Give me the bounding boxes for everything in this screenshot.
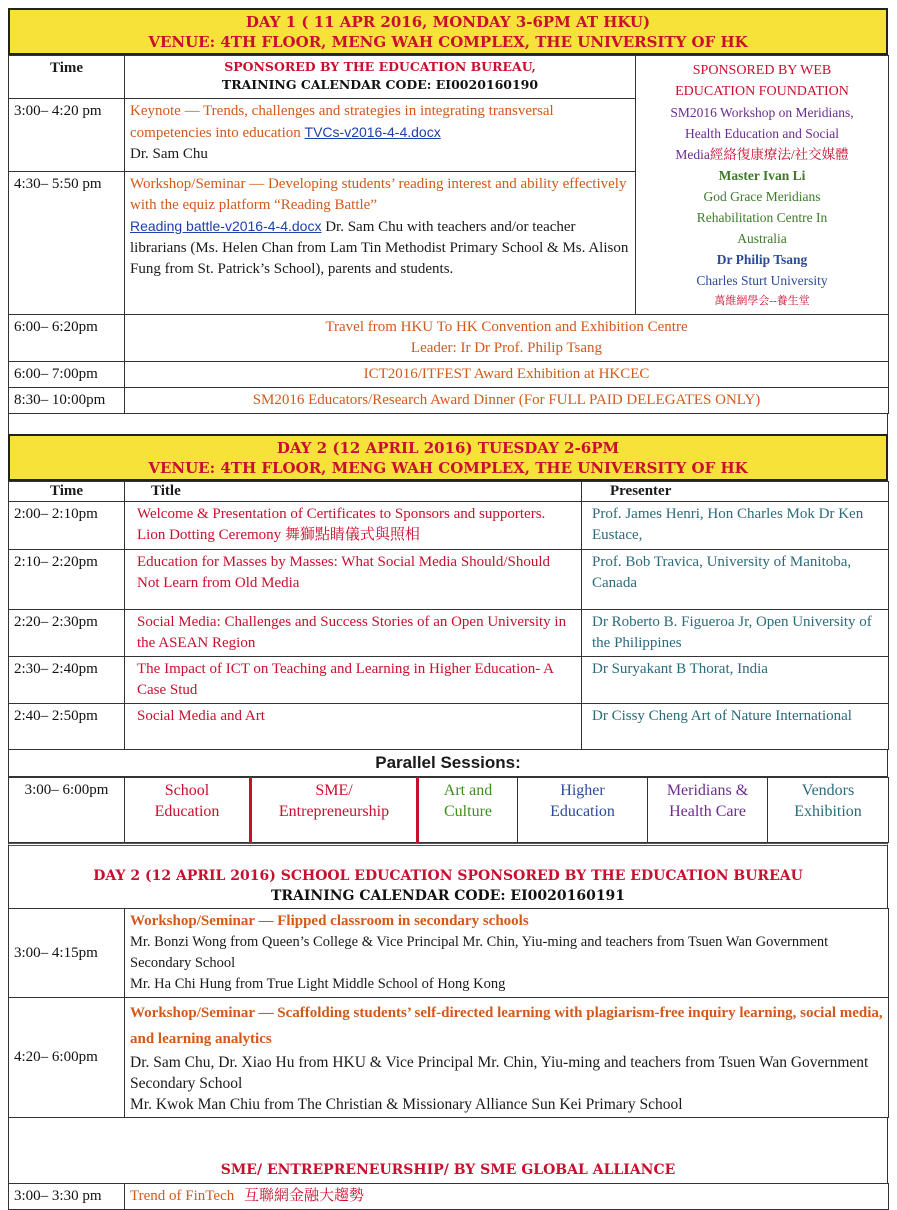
day1-row1-title: Keynote — Trends, challenges and strategies in integrating transversal competencies into education: [130, 103, 554, 142]
day2-title-header: Title: [125, 482, 582, 502]
school-row2-time: 4:20– 6:00pm: [9, 998, 125, 1118]
edb-sponsor-line: SPONSORED BY THE EDUCATION BUREAU,: [224, 59, 536, 74]
day1-sponsor-header: [125, 56, 636, 99]
web-sponsor-box: [636, 56, 889, 315]
day1-evening1-line2: Leader: Ir Dr Prof. Philip Tsang: [410, 340, 603, 356]
parallel-art-l2: Culture: [444, 803, 492, 820]
parallel-higher-l2: Education: [550, 803, 615, 820]
day2-row3-title: Social Media: Challenges and Success Stories of an Open University in the ASEAN Region: [125, 610, 582, 657]
day1-table: [8, 55, 889, 414]
parallel-sme-l1: SME/: [315, 782, 353, 799]
day1-row1-presenter: Dr. Sam Chu: [130, 146, 208, 163]
sme-section-header: [8, 1158, 888, 1183]
parallel-school-l1: School: [164, 782, 210, 799]
parallel-vendors-l1: Vendors: [801, 782, 855, 799]
day2-banner-venue: VENUE: 4TH FLOOR, MENG WAH COMPLEX, THE UNIVERSITY OF HK: [148, 459, 748, 477]
web-sponsor-l9: Australia: [737, 231, 787, 246]
day2-time-header: Time: [9, 482, 125, 502]
day2-row2-title: Education for Masses by Masses: What Social Media Should/Should Not Learn from Old Media: [125, 550, 582, 610]
sme-row1-title: Trend of FinTech: [130, 1188, 235, 1204]
web-sponsor-l6: Master Ivan Li: [718, 168, 806, 183]
parallel-sessions-label: Parallel Sessions:: [8, 750, 888, 777]
day2-row4-presenter: Dr Suryakant B Thorat, India: [582, 657, 889, 704]
parallel-meridians-l2: Health Care: [669, 803, 746, 820]
day2-row5-presenter: Dr Cissy Cheng Art of Nature International: [582, 704, 889, 750]
parallel-art[interactable]: [418, 778, 518, 843]
day2-row3-presenter: Dr Roberto B. Figueroa Jr, Open University of the Philippines: [582, 610, 889, 657]
web-sponsor-l5a: Media: [675, 147, 710, 162]
parallel-sme-l2: Entrepreneurship: [278, 803, 390, 820]
day2-row1-title: Welcome & Presentation of Certificates to Sponsors and supporters. Lion Dotting Ceremony 舞獅點睛儀式與照相: [125, 502, 582, 550]
school-row1-time: 3:00– 4:15pm: [9, 909, 125, 998]
parallel-vendors-l2: Exhibition: [794, 803, 862, 820]
school-section-title: DAY 2 (12 APRIL 2016) SCHOOL EDUCATION SPONSORED BY THE EDUCATION BUREAU: [93, 868, 803, 884]
parallel-meridians[interactable]: [648, 778, 768, 843]
day1-row2-title: Workshop/Seminar — Developing students’ reading interest and ability effectively with the equiz platform “Reading Battle”: [130, 175, 627, 213]
day2-row5-title: Social Media and Art: [125, 704, 582, 750]
web-sponsor-l2: EDUCATION FOUNDATION: [675, 84, 849, 99]
parallel-higher[interactable]: [518, 778, 648, 843]
web-sponsor-l5: [641, 144, 883, 165]
day2-row4-time: 2:30– 2:40pm: [9, 657, 125, 704]
day2-row1-presenter: Prof. James Henri, Hon Charles Mok Dr Ken Eustace,: [582, 502, 889, 550]
sme-section-title: SME/ ENTREPRENEURSHIP/ BY SME GLOBAL ALLIANCE: [220, 1162, 676, 1178]
web-sponsor-l4: Health Education and Social: [684, 126, 840, 141]
day1-banner-title: DAY 1 ( 11 APR 2016, MONDAY 3-6PM AT HKU): [245, 13, 651, 31]
day1-time-header: Time: [9, 56, 125, 99]
day1-evening1-cell: [125, 315, 889, 362]
parallel-time: 3:00– 6:00pm: [9, 778, 125, 843]
school-row1-presenters2: Mr. Ha Chi Hung from True Light Middle School of Hong Kong: [130, 976, 506, 992]
day1-row1-link[interactable]: TVCs-v2016-4-4.docx: [304, 124, 441, 141]
sme-table: [8, 1183, 889, 1210]
school-row1-cell: [125, 909, 889, 998]
web-sponsor-l7: God Grace Meridians: [703, 189, 821, 204]
web-sponsor-l1: SPONSORED BY WEB: [692, 63, 832, 78]
day1-banner-venue: VENUE: 4TH FLOOR, MENG WAH COMPLEX, THE UNIVERSITY OF HK: [148, 33, 748, 51]
day1-evening1-line1: Travel from HKU To HK Convention and Exhibition Centre: [325, 319, 688, 335]
school-row1-title: Workshop/Seminar — Flipped classroom in secondary schools: [130, 913, 529, 929]
day1-evening2-time: 6:00– 7:00pm: [9, 362, 125, 388]
sme-row1-time: 3:00– 3:30 pm: [9, 1184, 125, 1210]
web-sponsor-l8: Rehabilitation Centre In: [696, 210, 828, 225]
parallel-vendors[interactable]: [768, 778, 889, 843]
parallel-meridians-l1: Meridians &: [666, 782, 749, 799]
web-sponsor-l11: Charles Sturt University: [696, 273, 828, 288]
day1-evening1-time: 6:00– 6:20pm: [9, 315, 125, 362]
parallel-higher-l1: Higher: [560, 782, 605, 799]
school-row2-title: Workshop/Seminar — Scaffolding students’ self-directed learning with plagiarism-free inquiry learning, social media, and learning analytics: [130, 1005, 883, 1047]
day2-row5-time: 2:40– 2:50pm: [9, 704, 125, 750]
web-sponsor-l3: SM2016 Workshop on Meridians,: [670, 105, 854, 120]
day2-row2-time: 2:10– 2:20pm: [9, 550, 125, 610]
school-spacer: [8, 1118, 888, 1158]
parallel-art-l1: Art and: [443, 782, 493, 799]
day2-banner: [8, 434, 888, 481]
web-sponsor-l10: Dr Philip Tsang: [716, 252, 808, 267]
day1-row2-presenter: Dr. Sam Chu with teachers and/or teacher librarians (Ms. Helen Chan from Lam Tin Methodist Primary School & Ms. Alison Fung from St. Patrick’s School), parents and students.: [130, 218, 629, 277]
parallel-school-education[interactable]: [125, 778, 251, 843]
parallel-sme[interactable]: [251, 778, 418, 843]
school-row2-cell: [125, 998, 889, 1118]
day1-evening2-line1: ICT2016/ITFEST Award Exhibition at HKCEC: [125, 362, 889, 388]
day2-row4-title: The Impact of ICT on Teaching and Learning in Higher Education- A Case Stud: [125, 657, 582, 704]
parallel-sessions-table: [8, 777, 889, 843]
web-sponsor-l5b: 經絡復康療法/社交媒體: [709, 147, 849, 162]
sme-row1-cell: [125, 1184, 889, 1210]
school-training-code: TRAINING CALENDAR CODE: EI0020160191: [270, 888, 626, 904]
school-row2-presenters: Dr. Sam Chu, Dr. Xiao Hu from HKU & Vice Principal Mr. Chin, Yiu-ming and teachers from Tsuen Wan Government Secondary School: [130, 1054, 869, 1092]
day1-evening3-line1: SM2016 Educators/Research Award Dinner (For FULL PAID DELEGATES ONLY): [125, 388, 889, 414]
programme-page: [8, 8, 888, 1210]
day2-row1-time: 2:00– 2:10pm: [9, 502, 125, 550]
day1-row1-time: 3:00– 4:20 pm: [9, 99, 125, 172]
parallel-school-l2: Education: [154, 803, 220, 820]
day1-row2-link[interactable]: Reading battle-v2016-4-4.docx: [130, 217, 322, 234]
day1-row2-time: 4:30– 5:50 pm: [9, 171, 125, 314]
day2-row2-presenter: Prof. Bob Travica, University of Manitoba, Canada: [582, 550, 889, 610]
day2-presenter-header: Presenter: [582, 482, 889, 502]
school-row1-presenters: Mr. Bonzi Wong from Queen’s College & Vice Principal Mr. Chin, Yiu-ming and teachers from Tsuen Wan Government Secondary School: [130, 934, 829, 971]
day1-spacer: [8, 414, 888, 434]
day1-evening3-time: 8:30– 10:00pm: [9, 388, 125, 414]
school-table: [8, 908, 889, 1118]
day2-row3-time: 2:20– 2:30pm: [9, 610, 125, 657]
parallel-spacer: [8, 843, 888, 864]
day1-row1-cell: [125, 99, 636, 172]
day1-banner: [8, 8, 888, 55]
day2-banner-title: DAY 2 (12 APRIL 2016) TUESDAY 2-6PM: [276, 439, 620, 457]
sme-row1-title-cn: 互聯網金融大趨勢: [243, 1188, 364, 1204]
day2-table: [8, 481, 889, 750]
day1-row2-cell: [125, 171, 636, 314]
training-code: TRAINING CALENDAR CODE: EI0020160190: [221, 77, 539, 92]
school-section-header: [8, 864, 888, 908]
school-row2-presenters2: Mr. Kwok Man Chiu from The Christian & Missionary Alliance Sun Kei Primary School: [130, 1096, 683, 1113]
web-sponsor-l12: 萬維網學会--養生堂: [714, 295, 810, 307]
